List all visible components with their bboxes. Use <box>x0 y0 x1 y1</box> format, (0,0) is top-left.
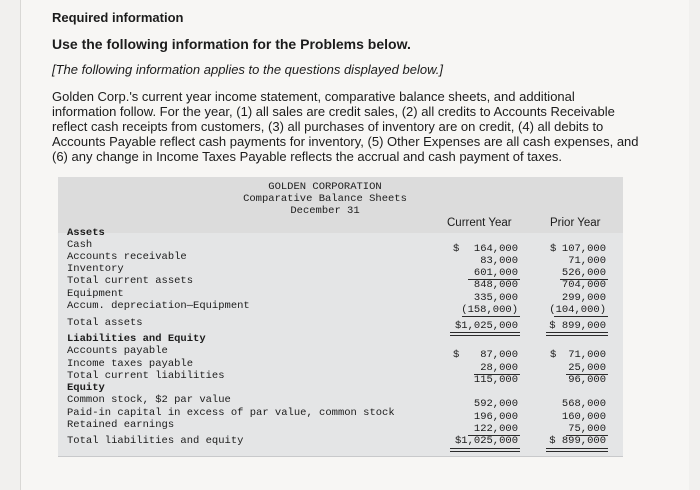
required-information-heading: Required information <box>52 10 184 25</box>
statement-title <box>225 181 425 217</box>
cell-prior-equipment: 299,000 <box>561 292 606 304</box>
prior-year-header: Prior Year <box>550 217 601 229</box>
cell-current-total-current-assets: 848,000 <box>473 279 518 291</box>
statement-date: December 31 <box>290 205 360 217</box>
description-line: Accounts Payable reflect cash payments for inventory, (5) Other Expenses are all cash expenses, and <box>52 134 639 149</box>
cell-prior-accounts-receivable: 71,000 <box>568 255 606 267</box>
cell-prior-common-stock: 568,000 <box>561 398 606 410</box>
description-line: (6) any change in Income Taxes Payable reflects the accrual and cash payment of taxes. <box>52 149 562 164</box>
row-label-cash: Cash <box>67 239 93 251</box>
cell-current-equipment: 335,000 <box>473 292 518 304</box>
instructions-heading: Use the following information for the Problems below. <box>52 36 411 52</box>
cell-prior-total-current-assets: 704,000 <box>561 279 606 291</box>
subtotal-underline <box>554 316 608 317</box>
cell-current-accounts-receivable: 83,000 <box>480 255 518 267</box>
row-label-income-taxes-payable: Income taxes payable <box>67 358 194 370</box>
description-line: information follow. For the year, (1) all sales are credit sales, (2) all credits to Accounts Receivable <box>52 104 615 119</box>
cell-current-cash: 164,000 <box>473 243 518 255</box>
cell-current-inventory: 601,000 <box>473 267 518 279</box>
double-underline <box>546 448 608 452</box>
double-underline <box>450 332 520 336</box>
dollar-sign: $ <box>453 243 460 255</box>
company-name: GOLDEN CORPORATION <box>268 181 382 193</box>
row-label-total-liabilities-equity: Total liabilities and equity <box>67 435 244 447</box>
cell-current-retained-earnings: 122,000 <box>473 423 518 435</box>
subtotal-underline <box>462 316 520 317</box>
cell-current-total-liabilities-equity: $1,025,000 <box>454 435 518 447</box>
dollar-sign: $ <box>453 349 460 361</box>
row-label-equipment: Equipment <box>67 288 124 300</box>
section-equity: Equity <box>67 382 105 394</box>
row-label-paid-in-capital: Paid-in capital in excess of par value, common stock <box>67 407 395 419</box>
dollar-sign: $ <box>550 349 557 361</box>
problem-description <box>52 89 647 164</box>
row-label-total-current-assets: Total current assets <box>67 275 194 287</box>
double-underline <box>450 448 520 452</box>
current-year-header: Current Year <box>447 217 512 229</box>
cell-prior-paid-in-capital: 160,000 <box>561 411 606 423</box>
description-line: Golden Corp.'s current year income statement, comparative balance sheets, and additional <box>52 89 575 104</box>
applies-note: [The following information applies to the questions displayed below.] <box>52 62 443 77</box>
row-label-accounts-payable: Accounts payable <box>67 345 168 357</box>
cell-prior-total-liabilities-equity: $ 899,000 <box>549 435 606 447</box>
row-label-inventory: Inventory <box>67 263 124 275</box>
cell-prior-inventory: 526,000 <box>561 267 606 279</box>
cell-current-total-assets: $1,025,000 <box>454 320 518 332</box>
cell-prior-retained-earnings: 75,000 <box>568 423 606 435</box>
cell-prior-accum-depreciation: (104,000) <box>549 304 606 316</box>
cell-current-total-current-liabilities: 115,000 <box>473 374 518 386</box>
cell-prior-total-assets: $ 899,000 <box>549 320 606 332</box>
row-label-accounts-receivable: Accounts receivable <box>67 251 187 263</box>
description-line: reflect cash receipts from customers, (3) all purchases of inventory are on credit, (4) all debits to <box>52 119 604 134</box>
statement-name: Comparative Balance Sheets <box>243 193 407 205</box>
row-label-accum-depreciation: Accum. depreciation—Equipment <box>67 300 250 312</box>
section-liabilities-equity: Liabilities and Equity <box>67 333 206 345</box>
cell-prior-income-taxes-payable: 25,000 <box>568 362 606 374</box>
table-bottom-rule <box>58 456 623 457</box>
double-underline <box>546 332 608 336</box>
row-label-total-current-liabilities: Total current liabilities <box>67 370 225 382</box>
cell-current-accum-depreciation: (158,000) <box>461 304 518 316</box>
row-label-retained-earnings: Retained earnings <box>67 419 175 431</box>
row-label-common-stock: Common stock, $2 par value <box>67 394 231 406</box>
dollar-sign: $ <box>550 243 557 255</box>
cell-prior-accounts-payable: 71,000 <box>568 349 606 361</box>
cell-current-paid-in-capital: 196,000 <box>473 411 518 423</box>
section-assets: Assets <box>67 227 105 239</box>
row-label-total-assets: Total assets <box>67 317 143 329</box>
cell-prior-cash: 107,000 <box>561 243 606 255</box>
cell-current-accounts-payable: 87,000 <box>480 349 518 361</box>
cell-prior-total-current-liabilities: 96,000 <box>568 374 606 386</box>
cell-current-common-stock: 592,000 <box>473 398 518 410</box>
cell-current-income-taxes-payable: 28,000 <box>480 362 518 374</box>
